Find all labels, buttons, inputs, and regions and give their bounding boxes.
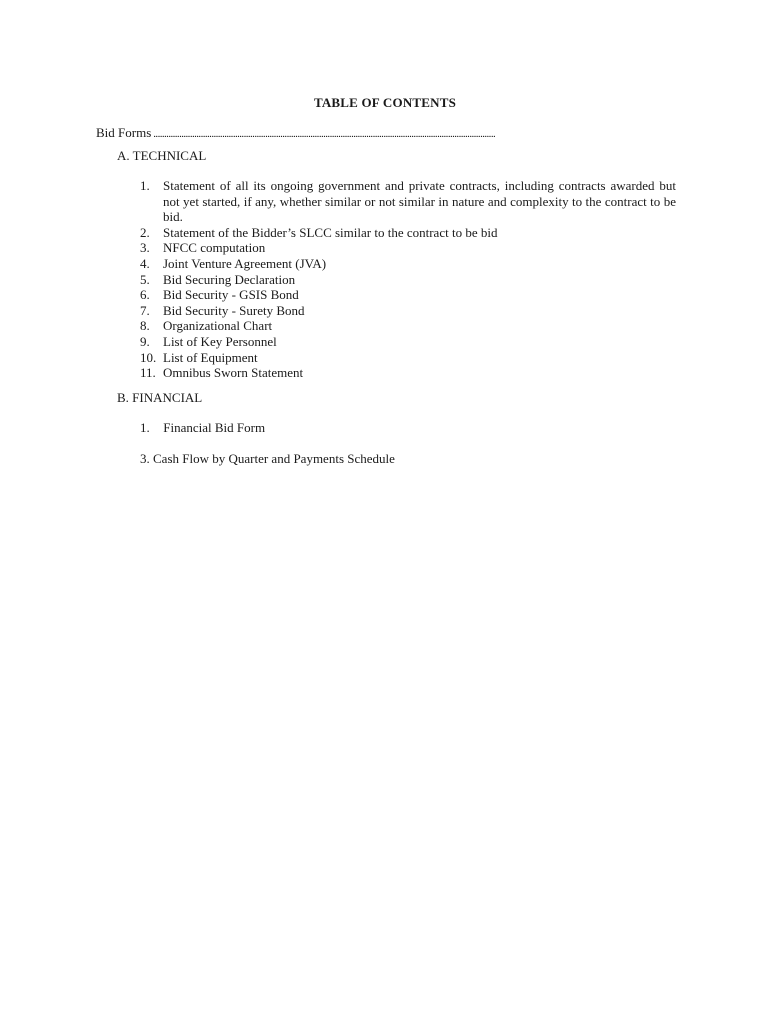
list-item-number: 4. <box>140 255 150 271</box>
list-item-number: 6. <box>140 287 150 303</box>
financial-item-1 <box>140 420 265 436</box>
list-item-text: List of Equipment <box>163 349 258 365</box>
technical-item-list <box>140 178 676 381</box>
list-item-text: Bid Securing Declaration <box>163 271 296 287</box>
list-item <box>140 365 676 381</box>
list-item <box>140 256 676 272</box>
list-item-text: List of Key Personnel <box>163 333 277 349</box>
list-item-number: 1. <box>140 178 150 193</box>
list-item-text: Financial Bid Form <box>163 420 266 435</box>
list-item-number: 1. <box>140 420 150 435</box>
list-item-text: Bid Security - Surety Bond <box>163 302 305 318</box>
list-item-text: Statement of the Bidder’s SLCC similar to the contract to be bid <box>163 224 498 240</box>
toc-entry-bid-forms <box>96 125 672 143</box>
financial-item-3: 3. Cash Flow by Quarter and Payments Schedule <box>140 451 395 466</box>
list-item-number: 5. <box>140 271 150 287</box>
toc-entry-label: Bid Forms <box>96 125 152 140</box>
section-heading-financial: B. FINANCIAL <box>117 390 203 405</box>
list-item <box>140 303 676 319</box>
section-heading-technical: A. TECHNICAL <box>117 148 207 163</box>
list-item <box>140 287 676 303</box>
list-item-text: Bid Security - GSIS Bond <box>163 287 299 303</box>
list-item-text: Joint Venture Agreement (JVA) <box>163 255 327 271</box>
list-item <box>140 318 676 334</box>
list-item <box>140 178 676 225</box>
list-item <box>140 350 676 366</box>
list-item-text: Statement of all its ongoing government and private contracts, including contracts awarded but not yet started, if any, whether similar or not similar in nature and complexity to the contract to be bid. <box>163 178 676 225</box>
list-item <box>140 240 676 256</box>
list-item-number: 11. <box>140 365 156 381</box>
list-item <box>140 334 676 350</box>
list-item-number: 10. <box>140 349 157 365</box>
toc-dot-leader: ............................................................................................................................................................... <box>153 128 496 140</box>
list-item-number: 8. <box>140 318 150 334</box>
list-item-text: Omnibus Sworn Statement <box>163 365 304 381</box>
list-item-text: Organizational Chart <box>163 318 273 334</box>
list-item-number: 2. <box>140 224 150 240</box>
list-item <box>140 272 676 288</box>
list-item-text: NFCC computation <box>163 240 266 256</box>
list-item-number: 9. <box>140 333 150 349</box>
list-item <box>140 225 676 241</box>
page-title: TABLE OF CONTENTS <box>313 95 457 110</box>
list-item-number: 3. <box>140 240 150 256</box>
list-item-number: 7. <box>140 302 150 318</box>
